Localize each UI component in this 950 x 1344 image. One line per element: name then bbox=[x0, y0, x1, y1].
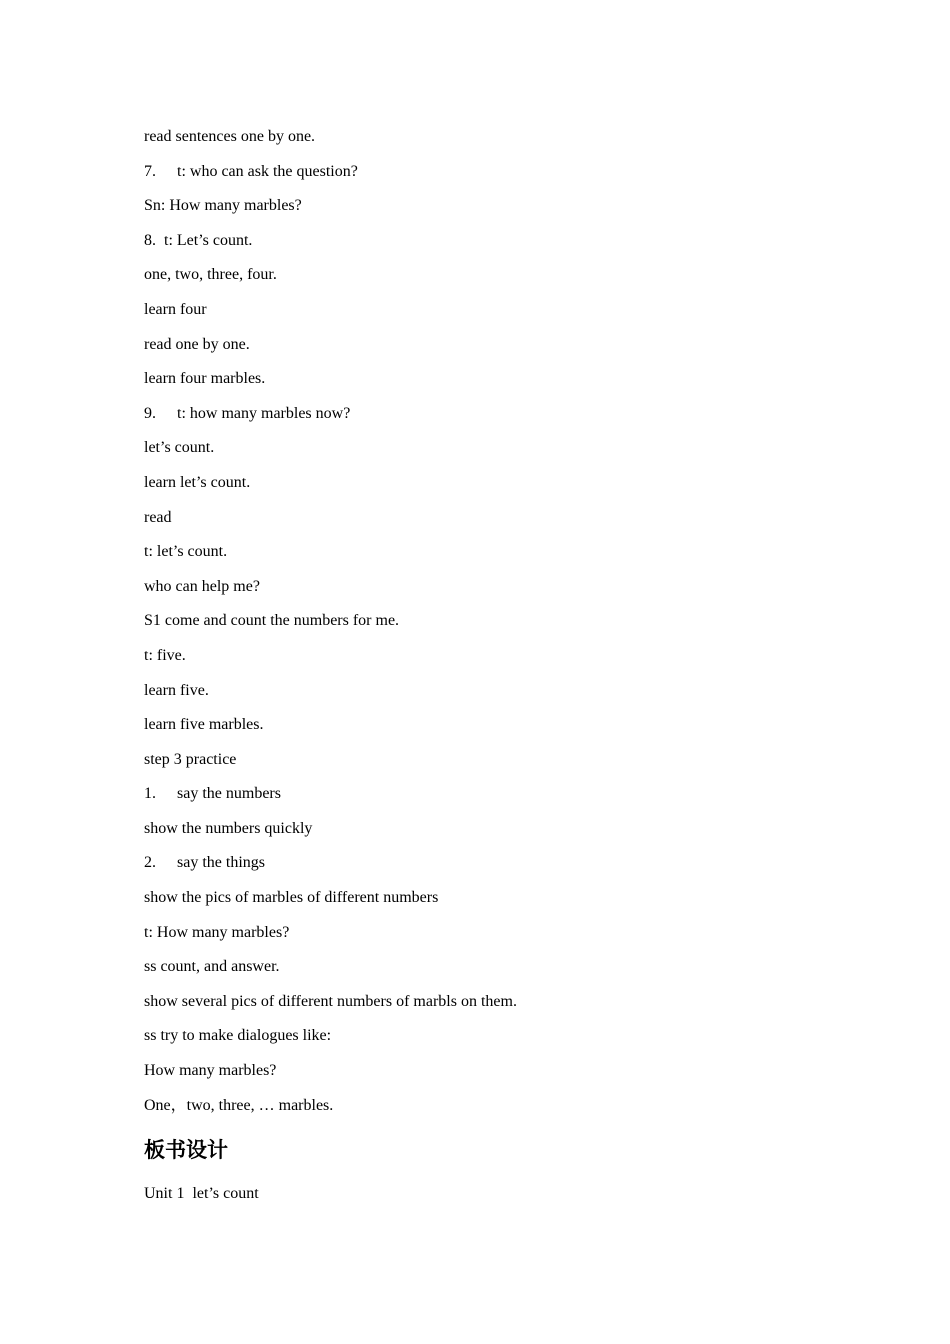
text-line bbox=[144, 955, 844, 990]
line-text: learn let’s count. bbox=[144, 473, 251, 491]
line-text: t: how many marbles now? bbox=[177, 404, 351, 422]
text-line bbox=[144, 1024, 844, 1059]
line-text: show several pics of different numbers of marbls on them. bbox=[144, 992, 517, 1010]
text-line bbox=[144, 886, 844, 921]
numbered-line bbox=[144, 160, 844, 195]
line-text: one, two, three, four. bbox=[144, 266, 277, 284]
text-line bbox=[144, 506, 844, 541]
numbered-line bbox=[144, 402, 844, 437]
line-text: show the numbers quickly bbox=[144, 819, 313, 837]
text-line bbox=[144, 921, 844, 956]
line-text: who can help me? bbox=[144, 577, 260, 595]
text-line bbox=[144, 1094, 844, 1129]
line-text: t: How many marbles? bbox=[144, 923, 290, 941]
line-text: say the things bbox=[177, 854, 265, 872]
line-number: 9. bbox=[144, 404, 156, 422]
line-text: show the pics of marbles of different numbers bbox=[144, 889, 439, 907]
line-number: 7. bbox=[144, 162, 156, 180]
document-page bbox=[144, 125, 844, 1217]
text-line bbox=[144, 644, 844, 679]
line-text: t: who can ask the question? bbox=[177, 162, 358, 180]
line-text: learn five marbles. bbox=[144, 716, 264, 734]
text-line bbox=[144, 263, 844, 298]
text-line bbox=[144, 575, 844, 610]
line-text: read bbox=[144, 508, 172, 526]
line-text: Sn: How many marbles? bbox=[144, 197, 302, 215]
text-line bbox=[144, 298, 844, 333]
text-line bbox=[144, 748, 844, 783]
section-heading: 板书设计 bbox=[144, 1138, 228, 1163]
text-line bbox=[144, 713, 844, 748]
line-number: 1. bbox=[144, 785, 156, 803]
lesson-steps bbox=[144, 125, 844, 1128]
numbered-line bbox=[144, 851, 844, 886]
line-text: S1 come and count the numbers for me. bbox=[144, 612, 400, 630]
line-text: read sentences one by one. bbox=[144, 128, 316, 145]
line-text: ss try to make dialogues like: bbox=[144, 1027, 332, 1045]
line-number: 2. bbox=[144, 854, 156, 872]
line-text: ss count, and answer. bbox=[144, 958, 280, 976]
unit-title-line: Unit 1 let’s count bbox=[144, 1185, 259, 1203]
text-line bbox=[144, 333, 844, 368]
line-text: learn four marbles. bbox=[144, 370, 266, 388]
line-text: say the numbers bbox=[177, 785, 281, 803]
line-text: learn five. bbox=[144, 681, 209, 699]
text-line bbox=[144, 367, 844, 402]
line-text: t: five. bbox=[144, 646, 186, 664]
text-line bbox=[144, 436, 844, 471]
text-line bbox=[144, 471, 844, 506]
numbered-line bbox=[144, 782, 844, 817]
line-text: One，two, three, … marbles. bbox=[144, 1096, 334, 1114]
text-line bbox=[144, 229, 844, 264]
line-text: let’s count. bbox=[144, 439, 215, 457]
text-line bbox=[144, 125, 844, 160]
text-line bbox=[144, 990, 844, 1025]
text-line bbox=[144, 609, 844, 644]
line-text: t: let’s count. bbox=[144, 543, 228, 561]
line-text: How many marbles? bbox=[144, 1062, 277, 1080]
line-text: read one by one. bbox=[144, 335, 250, 353]
line-text: 8. t: Let’s count. bbox=[144, 231, 253, 249]
text-line bbox=[144, 679, 844, 714]
text-line bbox=[144, 540, 844, 575]
text-line bbox=[144, 1059, 844, 1094]
text-line bbox=[144, 817, 844, 852]
text-line bbox=[144, 194, 844, 229]
line-text: step 3 practice bbox=[144, 750, 237, 768]
line-text: learn four bbox=[144, 300, 207, 318]
